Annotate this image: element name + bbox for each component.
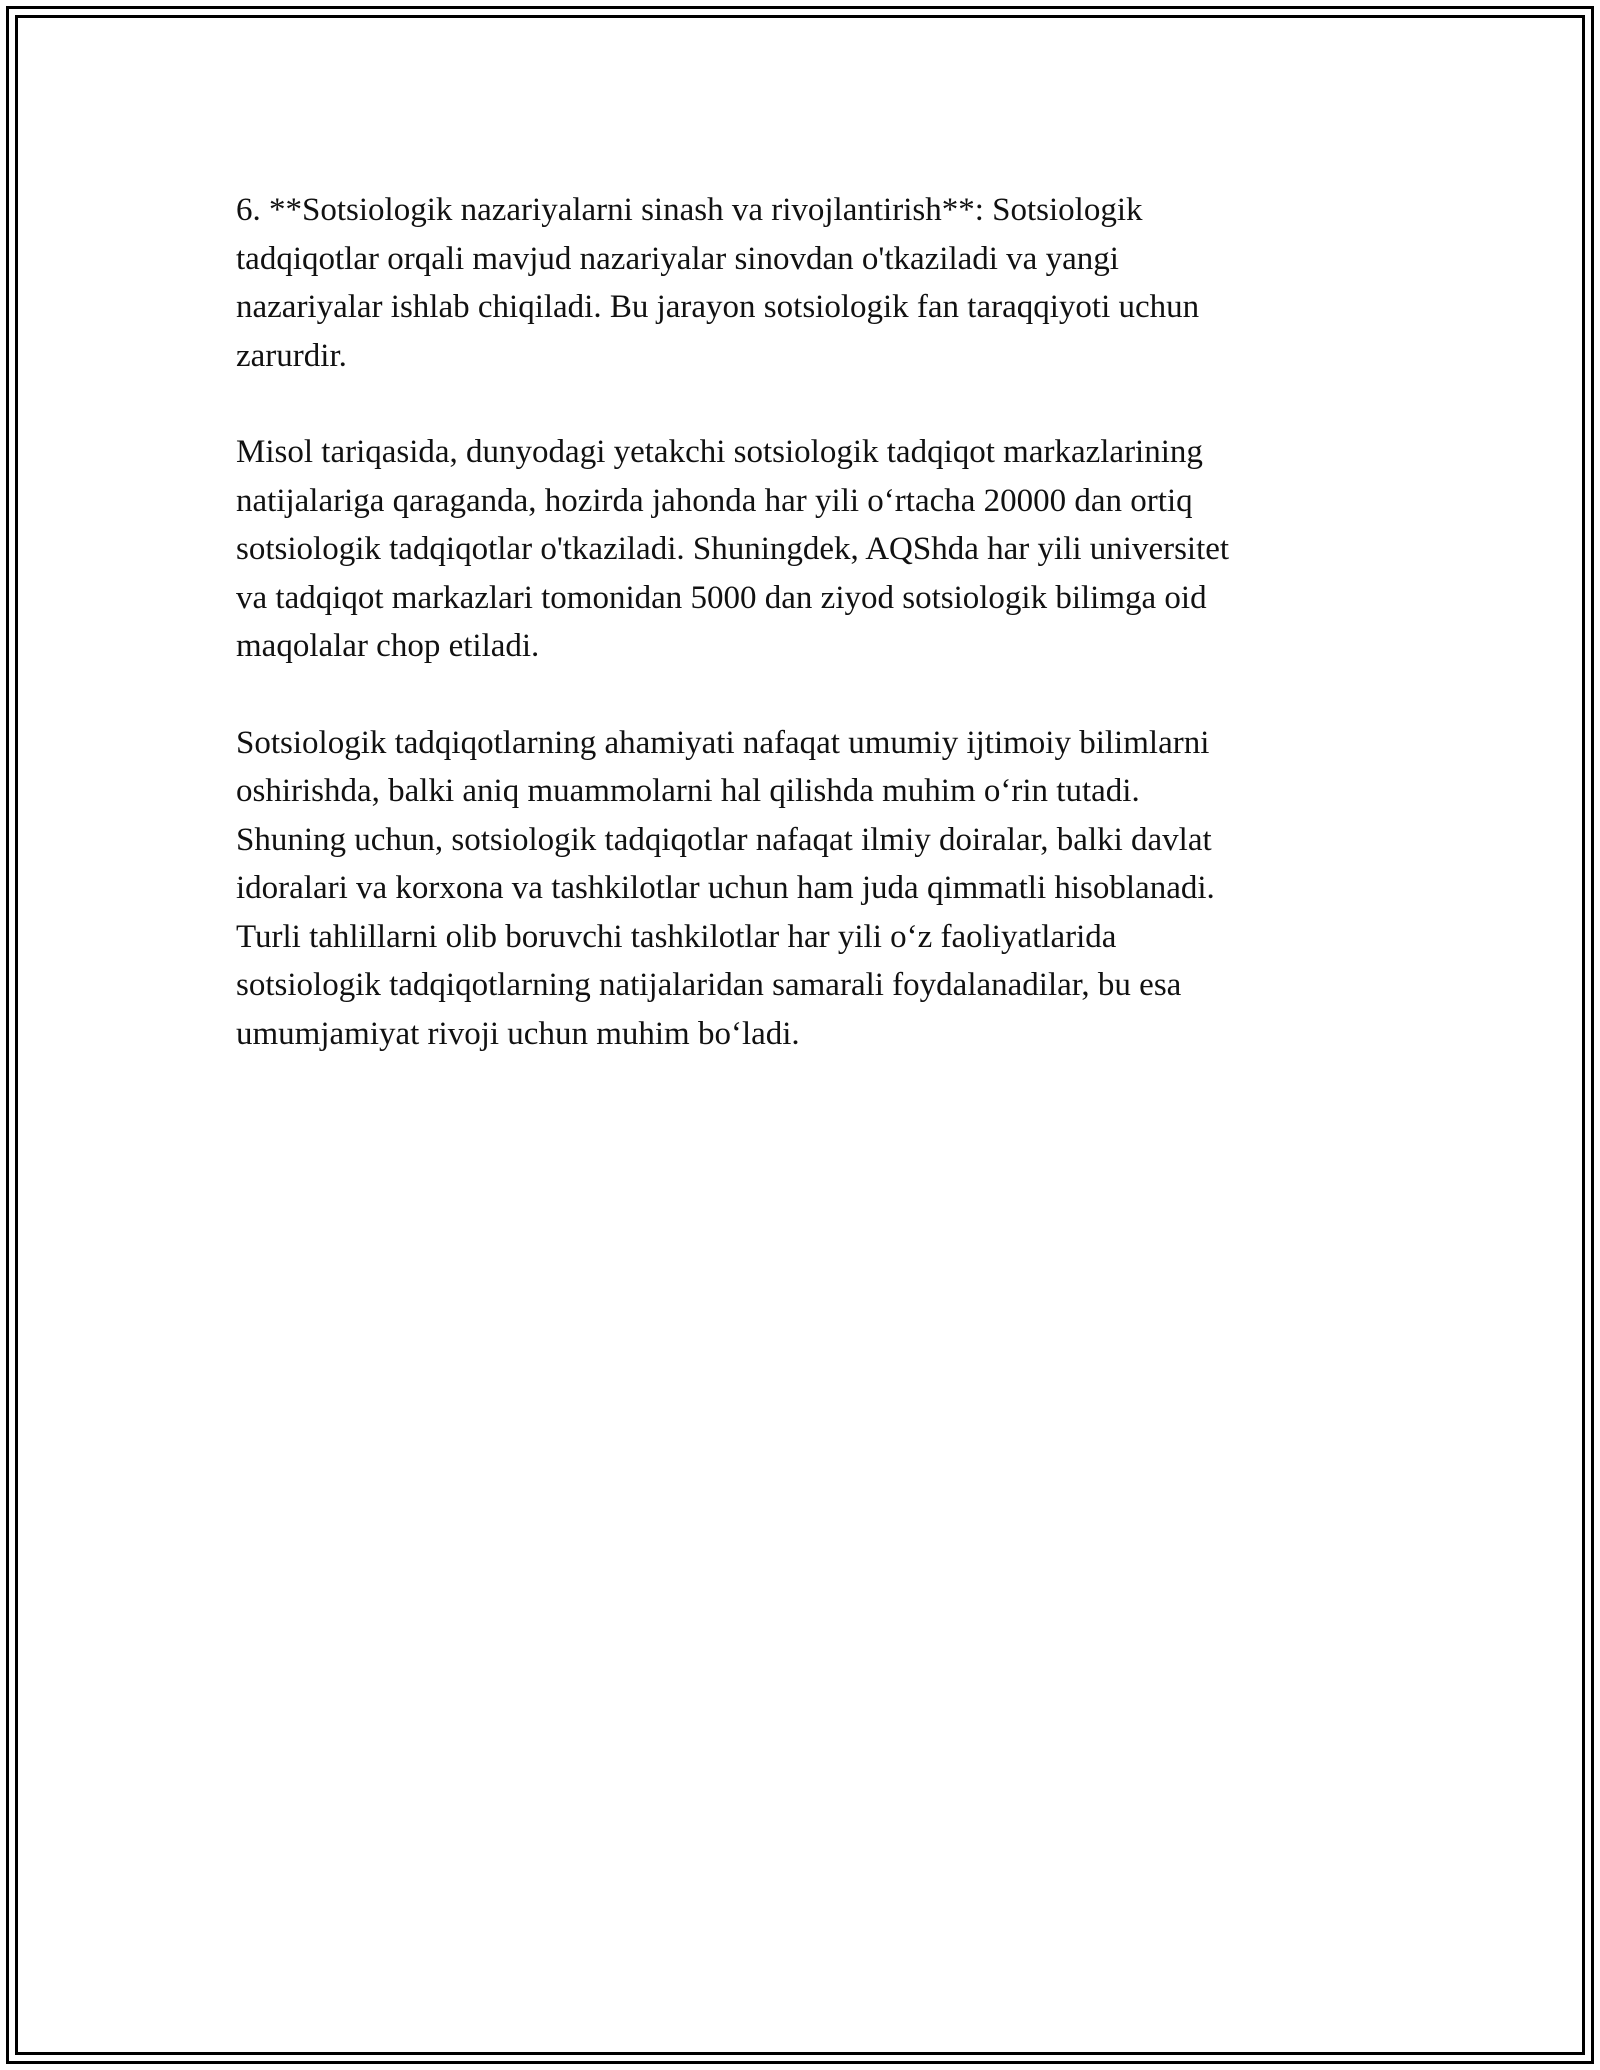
paragraph-research-statistics: Misol tariqasida, dunyodagi yetakchi sotsiologik tadqiqot markazlarining natijalariga qaraganda, hozirda jahonda har yili o‘rtacha 20000 dan ortiq sotsiologik tadqiqotlar o'tkaziladi. Shuningdek, AQShda har yili universitet va tadqiqot markazlari tomonidan 5000 dan ziyod sotsiologik bilimga oid maqolalar chop etiladi.	[236, 434, 1230, 664]
paragraph-research-importance: Sotsiologik tadqiqotlarning ahamiyati nafaqat umumiy ijtimoiy bilimlarni oshirishda, balki aniq muammolarni hal qilishda muhim o‘rin tutadi. Shuning uchun, sotsiologik tadqiqotlar nafaqat ilmiy doiralar, balki davlat idoralari va korxona va tashkilotlar uchun ham juda qimmatli hisoblanadi. Turli tahlillarni olib boruvchi tashkilotlar har yili o‘z faoliyatlarida sotsiologik tadqiqotlarning natijalaridan samarali foydalanadilar, bu esa umumjamiyat rivoji uchun muhim bo‘ladi.	[236, 724, 1215, 1052]
document-body	[236, 186, 1366, 1106]
paragraph-theory-testing: 6. **Sotsiologik nazariyalarni sinash va rivojlantirish**: Sotsiologik tadqiqotlar orqali mavjud nazariyalar sinovdan o'tkaziladi va yangi nazariyalar ishlab chiqiladi. Bu jarayon sotsiologik fan taraqqiyoti uchun zarurdir.	[236, 192, 1200, 374]
